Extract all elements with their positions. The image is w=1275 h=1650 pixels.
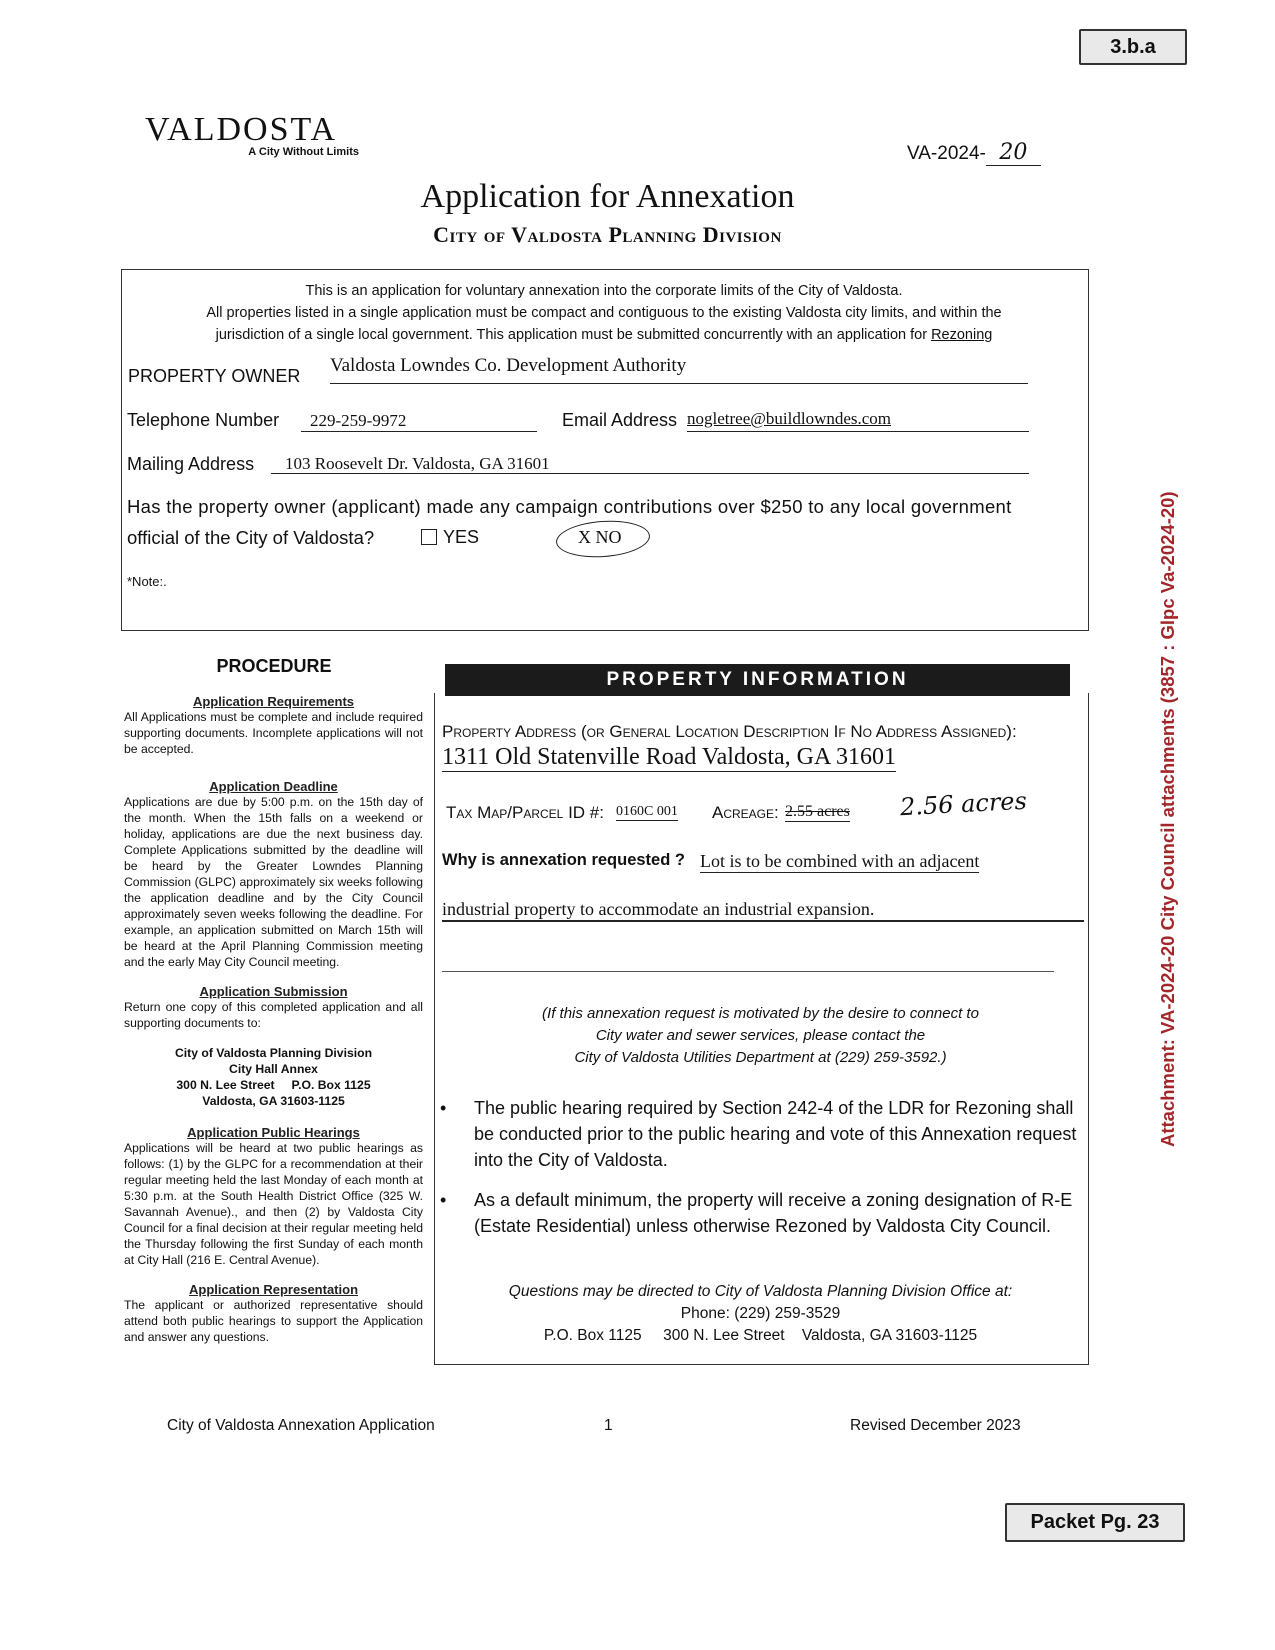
acreage-field[interactable]: 2.55 acres: [785, 803, 850, 820]
address-field[interactable]: 1311 Old Statenville Road Valdosta, GA 31601: [442, 744, 896, 770]
deadline-text: Applications are due by 5:00 p.m. on the 15th day of the month. When the 15th falls on a weekend or holiday, applications are due the next business day. Complete Applications submitted by the deadline will be heard by the Greater Lowndes Planning Commission (GLPC) approximately six weeks following the application deadline and by the City Council approximately seven weeks following the deadline. For example, an application submitted on March 15th will be heard at the April Planning Commission meeting and the early May City Council meeting.: [124, 795, 423, 969]
phone-line: Phone: (229) 259-3529: [680, 1305, 841, 1322]
contact-block: [434, 1281, 1087, 1347]
logo-name: VALDOSTA: [145, 111, 338, 148]
address-label: Property Address (or General Location Description If No Address Assigned):: [442, 722, 1017, 741]
intro-line-3: jurisdiction of a single local government. This application must be submitted concurrently with an application for: [215, 327, 932, 343]
why-label: Why is annexation requested ?: [442, 851, 685, 869]
utilities-note: (If this annexation request is motivated by the desire to connect to City water and sewer services, please contact the City of Valdosta Utilities Department at (229) 259-3592.): [542, 1005, 979, 1066]
attachment-sidebar: Attachment: VA-2024-20 City Council attachments (3857 : Glpc Va-2024-20): [1157, 491, 1178, 1147]
requirements-text: All Applications must be complete and include required supporting documents. Incomplete applications will not be accepted.: [124, 710, 423, 756]
case-number-handwritten: 20: [986, 140, 1041, 166]
hearings-text: Applications will be heard at two public hearings as follows: (1) by the GLPC for a recommendation at their regular meeting held the last Monday of each month at 5:30 p.m. at the South Health District Office (325 W. Savannah Avenue)., and then (2) by Valdosta City Council for a final decision at their regular meeting held the Thursday following the first Sunday of each month at City Hall (216 E. Central Avenue).: [124, 1141, 423, 1267]
case-number-prefix: VA-2024-: [907, 143, 986, 164]
procedure-column: [124, 694, 423, 1345]
requirements-heading: Application Requirements: [192, 694, 355, 709]
revision-date: Revised December 2023: [850, 1417, 1021, 1434]
parcel-field[interactable]: 0160C 001: [616, 804, 678, 819]
parcel-label: Tax Map/Parcel ID #:: [446, 803, 604, 822]
acreage-handwritten: 2.56 acres: [899, 786, 1028, 822]
intro-line-1: This is an application for voluntary annexation into the corporate limits of the City of Valdosta.: [305, 283, 903, 299]
submission-heading: Application Submission: [199, 984, 348, 999]
packet-page-tag: Packet Pg. 23: [1005, 1503, 1185, 1542]
intro-text: [121, 280, 1087, 346]
case-number: [907, 140, 1041, 166]
campaign-question: Has the property owner (applicant) made any campaign contributions over $250 to any local government: [127, 496, 1012, 517]
page-title: Application for Annexation: [420, 178, 795, 215]
phone-label: Telephone Number: [127, 410, 280, 430]
representation-text: The applicant or authorized representative should attend both public hearings to support the Application and answer any questions.: [124, 1298, 423, 1344]
notice-list: [440, 1095, 1080, 1239]
intro-line-2: All properties listed in a single application must be compact and contiguous to the existing Valdosta city limits, and within the: [206, 305, 1002, 321]
questions-text: Questions may be directed to City of Valdosta Planning Division Office at:: [508, 1283, 1013, 1300]
bullet-item: • As a default minimum, the property will receive a zoning designation of R-E (Estate Residential) unless otherwise Rezoned by Valdosta City Council.: [440, 1190, 1073, 1236]
footer-title: City of Valdosta Annexation Application: [167, 1417, 435, 1434]
yes-label: YES: [443, 527, 480, 547]
campaign-question-2: official of the City of Valdosta?: [127, 527, 375, 548]
deadline-heading: Application Deadline: [209, 779, 338, 794]
procedure-heading: PROCEDURE: [216, 656, 332, 676]
acreage-label: Acreage:: [712, 803, 779, 822]
rezoning-link[interactable]: Rezoning: [931, 327, 993, 343]
owner-label: PROPERTY OWNER: [128, 366, 301, 386]
representation-heading: Application Representation: [188, 1282, 359, 1297]
no-checkbox[interactable]: X NO: [578, 527, 622, 547]
email-field[interactable]: nogletree@buildlowndes.com: [687, 409, 1029, 432]
city-logo: [145, 112, 365, 158]
submission-address: City of Valdosta Planning Division City Hall Annex 300 N. Lee Street P.O. Box 1125 Valdosta, GA 31603-1125: [174, 1046, 373, 1108]
why-field-line-1[interactable]: Lot is to be combined with an adjacent: [700, 851, 980, 871]
bullet-item: • The public hearing required by Section 242-4 of the LDR for Rezoning shall be conducted prior to the public hearing and vote of this Annexation request into the City of Valdosta.: [440, 1098, 1077, 1170]
mail-field[interactable]: 103 Roosevelt Dr. Valdosta, GA 31601: [271, 454, 1029, 474]
owner-field[interactable]: Valdosta Lowndes Co. Development Authority: [330, 355, 1028, 384]
blank-line: [442, 971, 1054, 972]
mail-label: Mailing Address: [127, 454, 255, 474]
contact-line: P.O. Box 1125 300 N. Lee Street Valdosta, GA 31603-1125: [543, 1327, 978, 1344]
logo-tagline: A City Without Limits: [248, 146, 359, 158]
submission-text: Return one copy of this completed application and all supporting documents to:: [124, 1000, 423, 1030]
property-header: PROPERTY INFORMATION: [445, 664, 1070, 696]
hearings-heading: Application Public Hearings: [187, 1125, 360, 1140]
why-field-line-2[interactable]: industrial property to accommodate an industrial expansion.: [442, 899, 1084, 922]
email-label: Email Address: [562, 410, 678, 430]
page-number: 1: [604, 1417, 613, 1434]
phone-field[interactable]: 229-259-9972: [301, 411, 537, 432]
yes-checkbox[interactable]: [421, 529, 437, 545]
page-subtitle: City of Valdosta Planning Division: [433, 222, 782, 247]
note-label: *Note:.: [127, 574, 167, 589]
page-tag: 3.b.a: [1079, 29, 1187, 65]
